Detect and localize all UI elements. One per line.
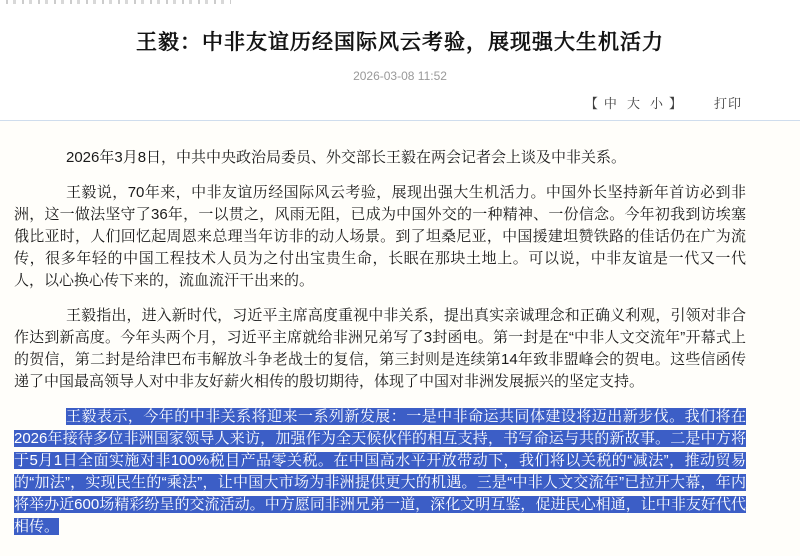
paragraph-highlighted (14, 406, 746, 538)
clipped-header-text (6, 0, 231, 4)
article-body (0, 121, 800, 556)
toolbar (0, 93, 800, 112)
paragraph-friendship: 王毅说，70年来，中非友谊历经国际风云考验，展现出强大生机活力。中国外长坚持新年首访必到非洲，这一做法坚守了36年，一以贯之，风雨无阻，已成为中国外交的一种精神、一份信念。今年初我到访埃塞俄比亚时，人们回忆起周恩来总理当年访非的动人场景。到了坦桑尼亚，中国援建坦赞铁路的佳话仍在广为流传，很多年轻的中国工程技术人员为之付出宝贵生命，长眠在那块土地上。可以说，中非友谊是一代又一代人，以心换心传下来的，流血流汗干出来的。 (14, 184, 746, 289)
selected-text[interactable]: 王毅表示，今年的中非关系将迎来一系列新发展：一是中非命运共同体建设将迈出新步伐。我们将在2026年接待多位非洲国家领导人来访，加强作为全天候伙伴的相互支持，书写命运与共的新故事。二是中方将于5月1日全面实施对非100%税目产品零关税。在中国高水平开放带动下，我们将以关税的“减法”，推动贸易的“加法”，实现民生的“乘法”，让中国大市场为非洲提供更大的机遇。三是“中非人文交流年”已拉开大幕，年内将举办近600场精彩纷呈的交流活动。中方愿同非洲兄弟一道，深化文明互鉴，促进民心相通，让中非友好代代相传。 (14, 408, 746, 535)
font-size-small-button[interactable]: 小 (649, 96, 665, 111)
publish-date: 2026-03-08 11:52 (353, 69, 447, 83)
page-title: 王毅：中非友谊历经国际风云考验，展现强大生机活力 (136, 31, 664, 54)
paragraph-intro: 2026年3月8日，中共中央政治局委员、外交部长王毅在两会记者会上谈及中非关系。 (66, 149, 627, 166)
font-size-large-button[interactable]: 大 (626, 96, 642, 111)
font-size-bracket-open: 【 (584, 96, 600, 111)
paragraph-letters: 王毅指出，进入新时代，习近平主席高度重视中非关系，提出真实亲诚理念和正确义利观，引领对非合作达到新高度。今年头两个月，习近平主席就给非洲兄弟写了3封函电。第一封是在“中非人文交流年”开幕式上的贺信，第二封是给津巴布韦解放斗争老战士的复信，第三封则是连续第14年致非盟峰会的贺电。这些信函传递了中国最高领导人对中非友好薪火相传的殷切期待，体现了中国对非洲发展振兴的坚定支持。 (14, 307, 746, 390)
print-button[interactable]: 打印 (713, 96, 742, 111)
font-size-bracket-close: 】 (668, 96, 684, 111)
font-size-medium-button[interactable]: 中 (603, 96, 619, 111)
